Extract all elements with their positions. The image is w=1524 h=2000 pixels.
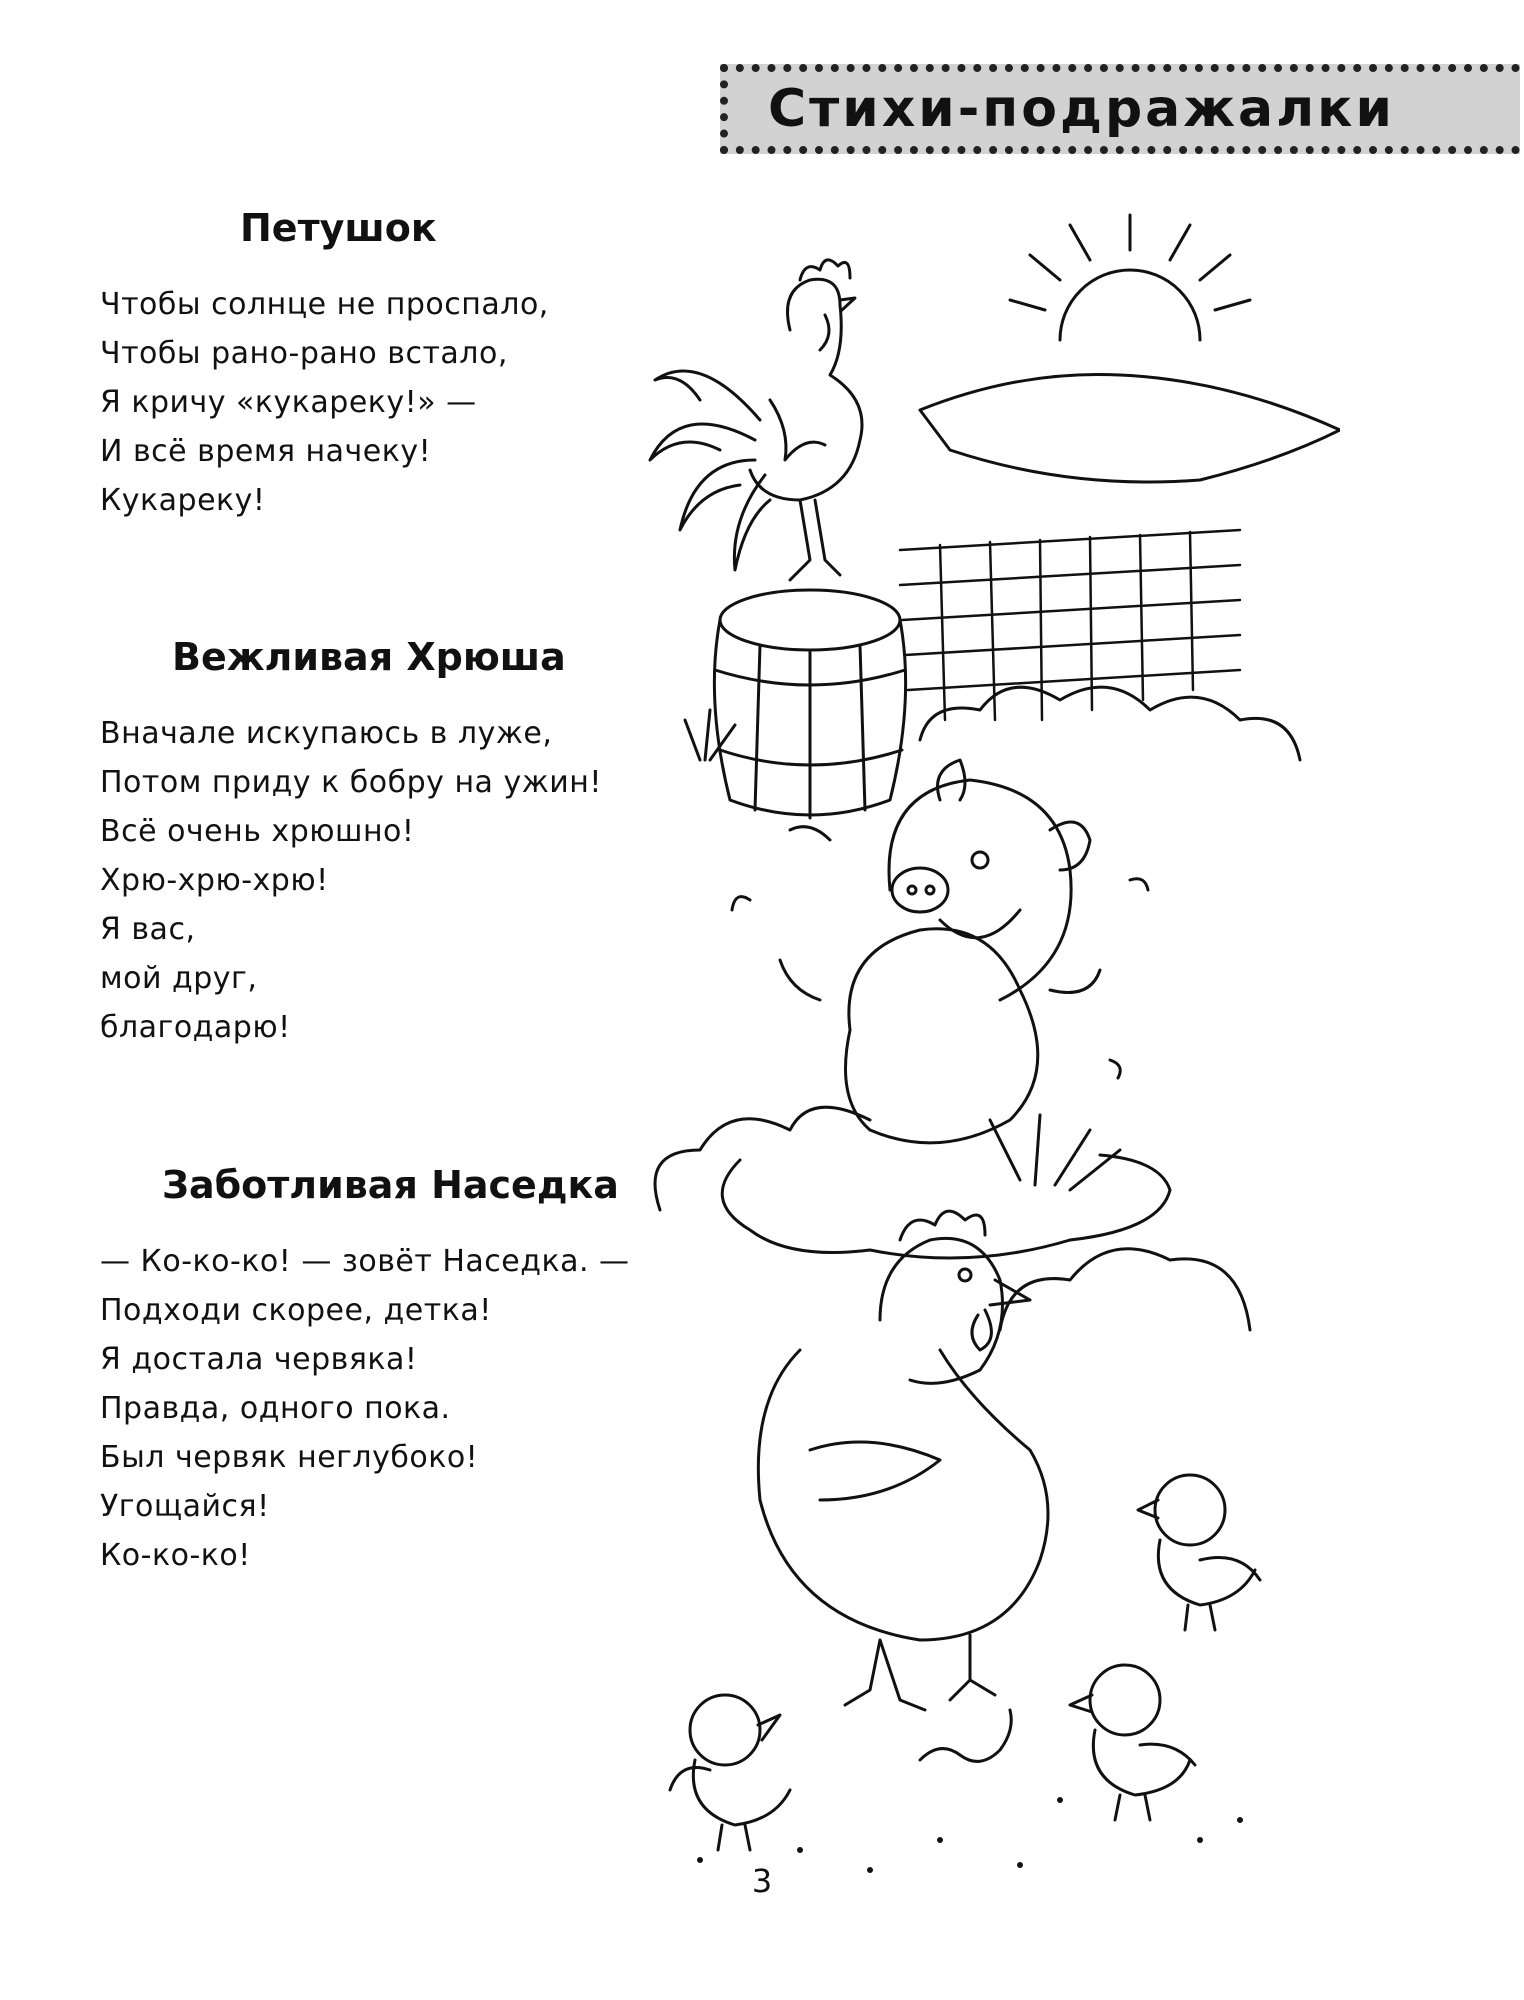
page-number: 3 (751, 1862, 773, 1900)
poem-title: Заботливая Наседка (162, 1163, 619, 1207)
poem-line: Кукареку! (100, 483, 266, 518)
pig-illustration (732, 760, 1148, 1143)
poem-line: мой друг, (100, 961, 258, 996)
poem-line: Ко-ко-ко! (100, 1538, 251, 1573)
poem-title: Петушок (240, 206, 437, 250)
poem-line: благодарю! (100, 1010, 291, 1045)
poem-line: Потом приду к бобру на ужин! (100, 765, 602, 800)
poem-line: Всё очень хрюшно! (100, 814, 415, 849)
poem-lines (100, 709, 602, 1052)
poem-line: Вначале искупаюсь в луже, (100, 716, 553, 751)
poem-line: Был червяк неглубоко! (100, 1440, 479, 1475)
chick-illustration (670, 1695, 790, 1850)
chick-illustration (1070, 1665, 1195, 1820)
bush-illustration (920, 687, 1300, 760)
bush-illustration (655, 1107, 870, 1210)
poem-title: Вежливая Хрюша (172, 635, 566, 679)
poem-line: Чтобы солнце не проспало, (100, 287, 549, 322)
puddle-illustration (722, 1155, 1170, 1258)
fence-illustration (900, 530, 1240, 720)
chick-illustration (1138, 1475, 1260, 1630)
poem-lines (100, 280, 549, 525)
poem-line: Подходи скорее, детка! (100, 1293, 492, 1328)
poem-hen (100, 1163, 630, 1580)
sun-illustration (1010, 215, 1250, 340)
section-banner (720, 64, 1520, 154)
poem-line: — Ко-ко-ко! — зовёт Наседка. — (100, 1244, 630, 1279)
poem-rooster (100, 206, 549, 525)
barrel-illustration (714, 590, 905, 818)
rooster-illustration (650, 260, 862, 580)
poem-line: И всё время начеку! (100, 434, 432, 469)
poem-line: Я вас, (100, 912, 196, 947)
poem-lines (100, 1237, 630, 1580)
poem-line: Угощайся! (100, 1489, 270, 1524)
poem-line: Чтобы рано-рано встало, (100, 336, 508, 371)
poem-line: Хрю-хрю-хрю! (100, 863, 329, 898)
grass-illustration (990, 1115, 1120, 1190)
poem-piggy (100, 635, 602, 1052)
poem-line: Я достала червяка! (100, 1342, 418, 1377)
bush-illustration (1000, 1249, 1250, 1330)
worm-illustration (920, 1710, 1011, 1761)
hill-illustration (920, 374, 1340, 482)
hen-illustration (758, 1211, 1048, 1710)
farm-illustration (640, 200, 1340, 1880)
poem-line: Я кричу «кукареку!» — (100, 385, 477, 420)
poem-line: Правда, одного пока. (100, 1391, 451, 1426)
section-title: Стихи-подражалки (768, 79, 1395, 139)
